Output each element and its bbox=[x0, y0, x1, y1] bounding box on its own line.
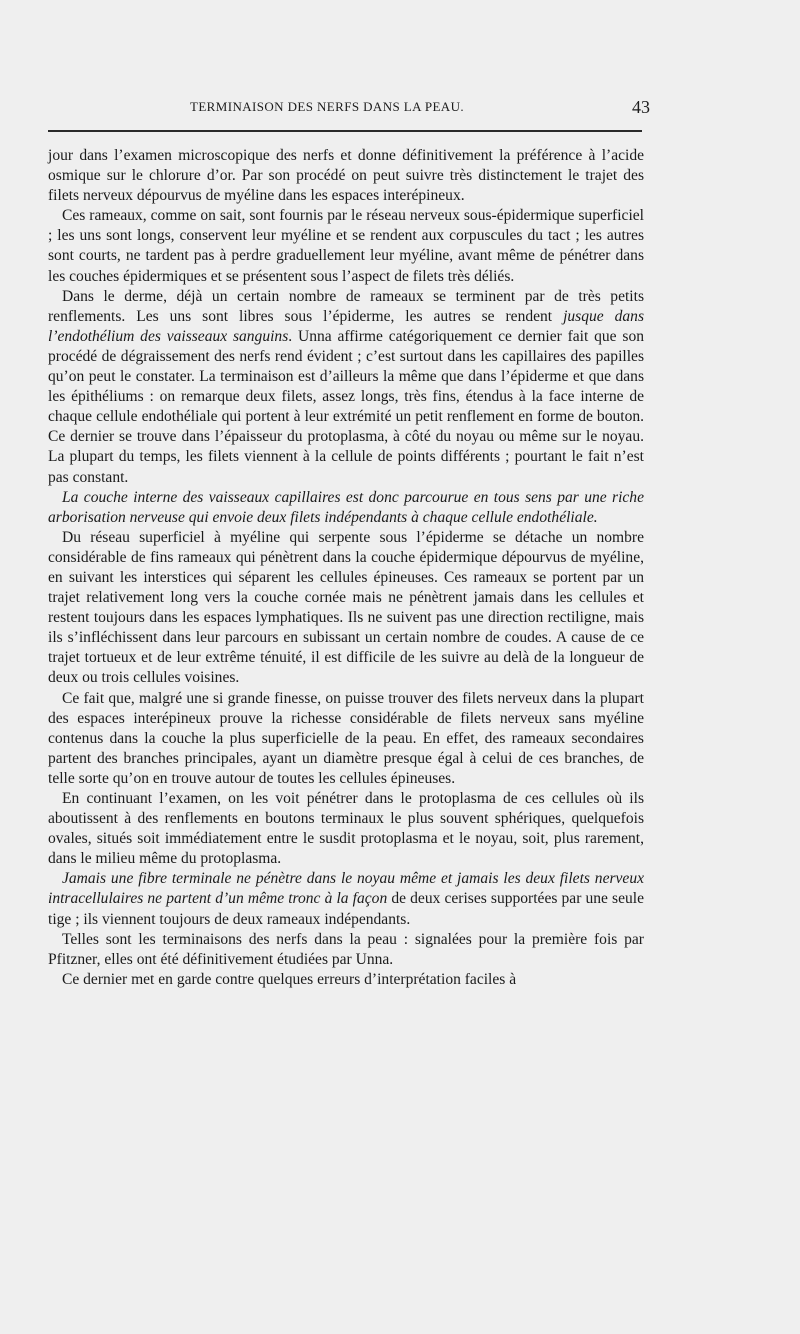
paragraph-10: Ce dernier met en garde contre quelques erreurs d’interprétation faciles à bbox=[62, 970, 517, 988]
paragraph-3-italic: jusque dans l’endothélium des vaisseaux sanguins bbox=[48, 307, 644, 345]
page-body bbox=[48, 146, 644, 990]
running-title: TERMINAISON DES NERFS DANS LA PEAU. bbox=[190, 99, 465, 114]
paragraph-9: Telles sont les terminaisons des nerfs dans la peau : signalées pour la première fois par Pfitzner, elles ont été définitivement étudiées par Unna. bbox=[48, 930, 644, 968]
paragraph-5: Du réseau superficiel à myéline qui serpente sous l’épiderme se détache un nombre considérable de fins rameaux qui pénètrent dans la couche épidermique dépourvus de myéline, en suivant les interstices qui séparent les cellules épineuses. Ces rameaux se portent par un trajet relativement long vers la couche cornée mais ne pénètrent jamais dans les cellules et restent toujours dans les espaces lymphatiques. Ils ne suivent pas une direction rectiligne, mais ils s’infléchissent dans leur parcours en subissant un certain nombre de coudes. A cause de ce trajet tortueux et de leur extrême ténuité, il est difficile de les suivre au delà de la longueur de deux ou trois cellules voisines. bbox=[48, 528, 644, 687]
page-header bbox=[50, 99, 650, 123]
paragraph-8-after: de deux cerises supportées par une seule tige ; ils viennent toujours de deux rameaux indépendants. bbox=[48, 890, 644, 928]
paragraph-3-after: . Unna affirme catégoriquement ce dernier fait que son procédé de dégraissement des nerfs rend évident ; c’est surtout dans les capillaires des papilles qu’on peut le constater. La terminaison est d’ailleurs la même que dans l’épiderme et que dans les épithéliums : on remarque deux filets, assez longs, très fins, étendus à la face interne de chaque cellule endothéliale qui portent à leur extrémité un petit renflement en forme de bouton. Ce dernier se trouve dans l’épaisseur du protoplasma, à côté du noyau ou même sur le noyau. La plupart du temps, les filets viennent à la cellule de points différents ; pourtant le fait n’est pas constant. bbox=[48, 327, 644, 486]
paragraph-3 bbox=[48, 287, 644, 488]
paragraph-6: Ce fait que, malgré une si grande finesse, on puisse trouver des filets nerveux dans la plupart des espaces interépineux prouve la richesse considérable de filets nerveux sans myéline contenus dans la couche la plus superficielle de la peau. En effet, des rameaux secondaires partent des branches principales, ayant un diamètre presque égal à celui de ces branches, de telle sorte qu’on en trouve autour de toutes les cellules épineuses. bbox=[48, 689, 644, 787]
paragraph-1: jour dans l’examen microscopique des nerfs et donne définitivement la préférence à l’acide osmique sur le chlorure d’or. Par son procédé on peut suivre très distinctement le trajet des filets nerveux dépourvus de myéline dans les espaces interépineux. bbox=[48, 147, 644, 205]
paragraph-4: La couche interne des vaisseaux capillaires est donc parcourue en tous sens par une riche arborisation nerveuse qui envoie deux filets indépendants à chaque cellule endothéliale. bbox=[48, 488, 644, 526]
page-number: 43 bbox=[632, 97, 650, 117]
paragraph-2: Ces rameaux, comme on sait, sont fournis par le réseau nerveux sous-épidermique superficiel ; les uns sont longs, conservent leur myéline et se rendent aux corpuscules du tact ; les autres sont courts, ne tardent pas à perdre graduellement leur myéline, avant même de pénétrer dans les couches épidermiques et se présentent sous l’aspect de filets très déliés. bbox=[48, 207, 644, 285]
paragraph-7: En continuant l’examen, on les voit pénétrer dans le protoplasma de ces cellules où ils aboutissent à des renflements en boutons terminaux le plus souvent sphériques, quelquefois ovales, situés soit immédiatement entre le susdit protoplasma et le noyau, soit, plus rarement, dans le milieu même du protoplasma. bbox=[48, 790, 644, 868]
paragraph-3-before: Dans le derme, déjà un certain nombre de rameaux se terminent par de très petits renflements. Les uns sont libres sous l’épiderme, les autres se rendent bbox=[48, 287, 644, 325]
paragraph-8-italic: Jamais une fibre terminale ne pénètre dans le noyau même et jamais les deux filets nerveux intracellulaires ne partent d’un même tronc à la façon bbox=[48, 870, 644, 908]
paragraph-8 bbox=[48, 869, 644, 929]
header-rule bbox=[48, 130, 642, 132]
